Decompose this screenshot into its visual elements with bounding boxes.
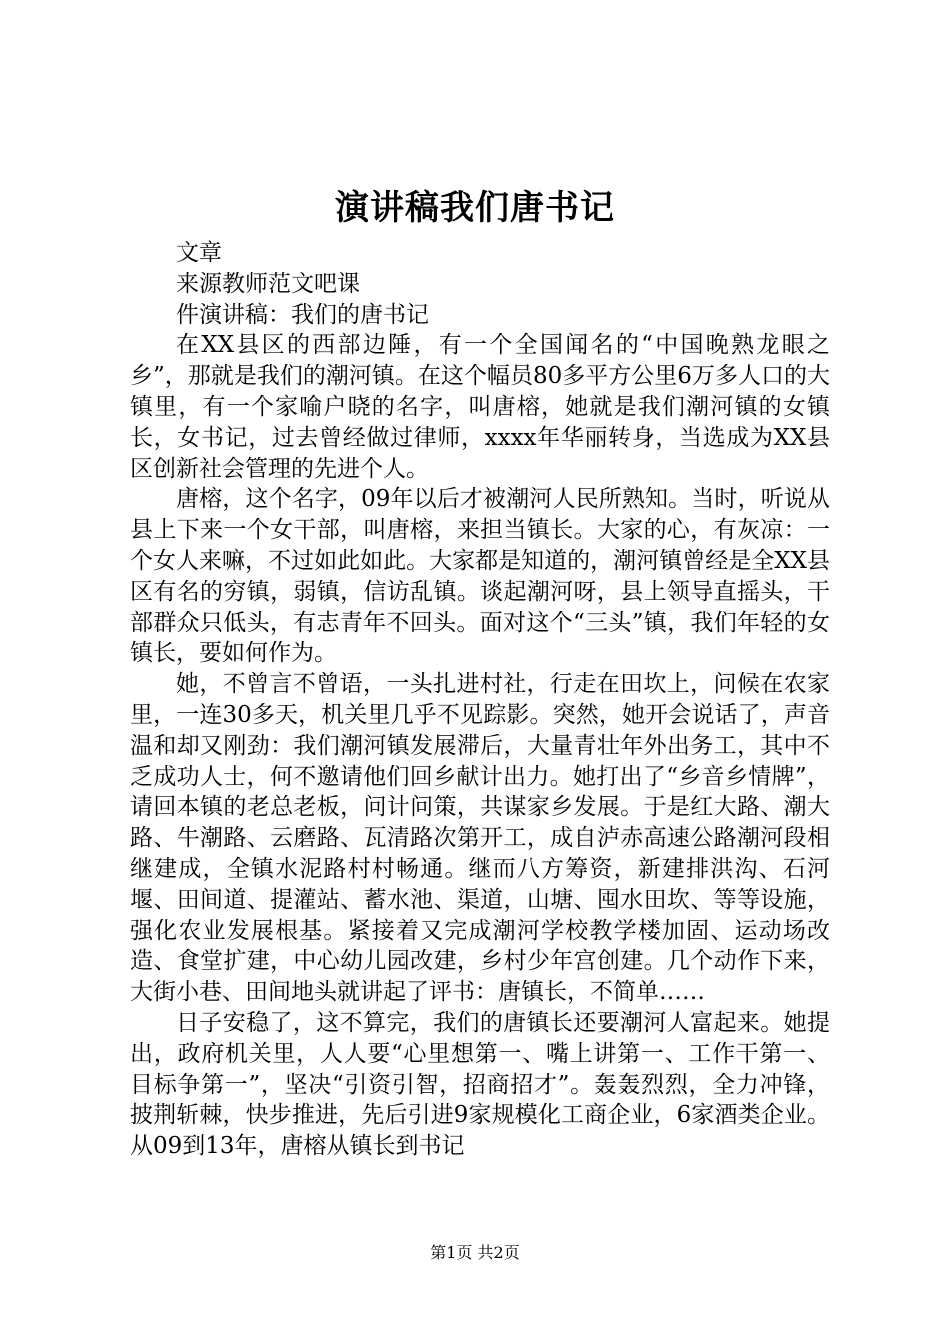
paragraph-development: 日子安稳了，这不算完，我们的唐镇长还要潮河人富起来。她提出，政府机关里，人人要“心里想第一、嘴上讲第一、工作干第一、目标争第一”，坚决“引资引智，招商招才”。轰轰烈烈，全力冲锋，披荆斩棘，快步推进，先后引进9家规模化工商企业，6家酒类企业。从09到13年，唐榕从镇长到书记 bbox=[130, 1009, 830, 1160]
document-title: 演讲稿我们唐书记 bbox=[335, 188, 615, 228]
paragraph-source-1: 文章 bbox=[176, 240, 222, 266]
document-body bbox=[130, 238, 830, 1162]
page-footer: 第1页 共2页 bbox=[430, 1243, 520, 1262]
paragraph-subtitle: 件演讲稿：我们的唐书记 bbox=[176, 301, 429, 328]
paragraph-actions: 她，不曾言不曾语，一头扎进村社，行走在田坎上，问候在农家里，一连30多天，机关里几乎不见踪影。突然，她开会说话了，声音温和却又刚劲：我们潮河镇发展滞后，大量青壮年外出务工，其中不乏成功人士，何不邀请他们回乡献计出力。她打出了“乡音乡情牌”，请回本镇的老总老板，问计问策，共谋家乡发展。于是红大路、潮大路、牛潮路、云磨路、瓦清路次第开工，成自泸赤高速公路潮河段相继建成，全镇水泥路村村畅通。继而八方筹资，新建排洪沟、石河堰、田间道、提灌站、蓄水池、渠道，山塘、囤水田坎、等等设施，强化农业发展根基。紧接着又完成潮河学校教学楼加固、运动场改造、食堂扩建，中心幼儿园改建，乡村少年宫创建。几个动作下来，大街小巷、田间地头就讲起了评书：唐镇长，不简单…… bbox=[130, 671, 830, 1006]
paragraph-source-2: 来源教师范文吧课 bbox=[176, 270, 360, 297]
paragraph-intro: 在XX县区的西部边陲，有一个全国闻名的“中国晚熟龙眼之乡”，那就是我们的潮河镇。在这个幅员80多平方公里6万多人口的大镇里，有一个家喻户晓的名字，叫唐榕，她就是我们潮河镇的女镇长，女书记，过去曾经做过律师，xxxx年华丽转身，当选成为XX县区创新社会管理的先进个人。 bbox=[130, 332, 830, 482]
paragraph-background: 唐榕，这个名字，09年以后才被潮河人民所熟知。当时，听说从县上下来一个女干部，叫唐榕，来担当镇长。大家的心，有灰凉：一个女人来嘛，不过如此如此。大家都是知道的，潮河镇曾经是全XX县区有名的穷镇，弱镇，信访乱镇。谈起潮河呀，县上领导直摇头，干部群众只低头，有志青年不回头。面对这个“三头”镇，我们年轻的女镇长，要如何作为。 bbox=[130, 486, 830, 667]
